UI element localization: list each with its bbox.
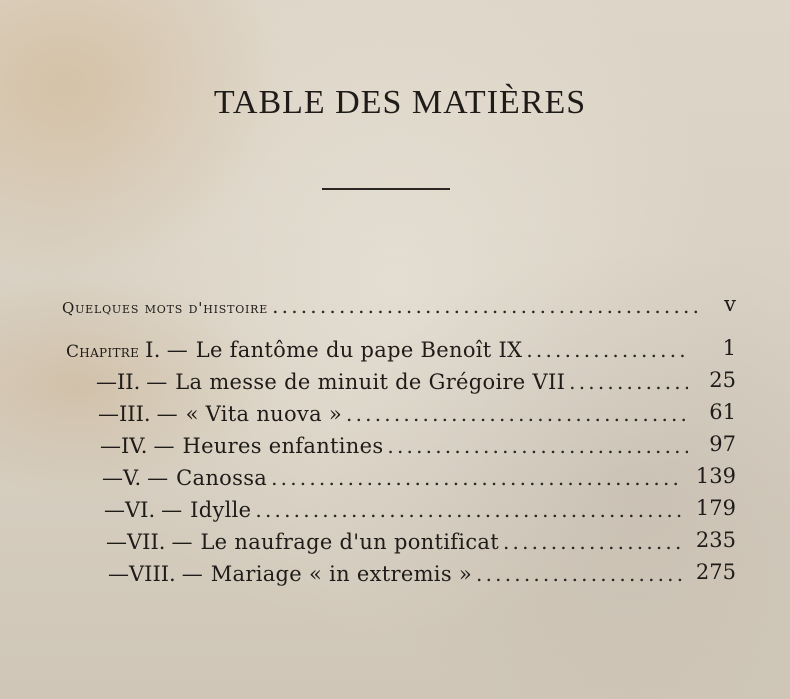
dot-leader xyxy=(342,402,688,426)
dot-leader xyxy=(499,530,684,554)
chapter-title: Idylle xyxy=(190,498,252,522)
chapter-word: Chapitre xyxy=(66,342,140,362)
chapter-title: Canossa xyxy=(176,466,268,490)
chapter-numeral: III. xyxy=(119,402,151,426)
em-dash: — xyxy=(181,562,203,586)
toc-chapter-row xyxy=(66,338,686,364)
dot-leader xyxy=(565,370,688,394)
page-title: TABLE DES MATIÈRES xyxy=(213,84,587,121)
ditto-dash: — xyxy=(102,466,123,490)
em-dash: — xyxy=(161,498,183,522)
intro-label: Quelques mots d'histoire xyxy=(62,299,269,317)
toc-chapter-row xyxy=(106,530,684,556)
ditto-dash: — xyxy=(98,402,119,426)
chapter-numeral: VIII. xyxy=(129,562,176,586)
em-dash: — xyxy=(166,338,188,362)
chapter-title: Heures enfantines xyxy=(182,434,384,458)
dot-leader xyxy=(383,434,688,458)
chapter-page-number: 1 xyxy=(722,336,736,360)
ditto-dash: — xyxy=(96,370,117,394)
em-dash: — xyxy=(156,402,178,426)
toc-chapter-row xyxy=(96,370,688,396)
chapter-numeral: VII. xyxy=(127,530,166,554)
dot-leader xyxy=(267,466,684,490)
chapter-title: La messe de minuit de Grégoire VII xyxy=(175,370,566,394)
chapter-numeral: II. xyxy=(117,370,141,394)
chapter-title: Mariage « in extremis » xyxy=(210,562,473,586)
title-rule xyxy=(322,188,450,190)
chapter-page-number: 97 xyxy=(709,432,736,456)
chapter-numeral: V. xyxy=(123,466,142,490)
ditto-dash: — xyxy=(104,498,125,522)
chapter-page-number: 61 xyxy=(709,400,736,424)
chapter-title: Le fantôme du pape Benoît IX xyxy=(195,338,523,362)
toc-chapter-row xyxy=(98,402,688,428)
toc-chapter-row xyxy=(108,562,684,588)
chapter-page-number: 139 xyxy=(695,464,736,488)
dot-leader xyxy=(268,294,702,318)
intro-page-number: v xyxy=(724,292,736,316)
toc-chapter-row xyxy=(102,466,684,492)
chapter-page-number: 235 xyxy=(695,528,736,552)
chapter-page-number: 179 xyxy=(695,496,736,520)
chapter-numeral: VI. xyxy=(125,498,156,522)
dot-leader xyxy=(522,338,686,362)
ditto-dash: — xyxy=(106,530,127,554)
em-dash: — xyxy=(146,370,168,394)
dot-leader xyxy=(251,498,684,522)
chapter-page-number: 275 xyxy=(695,560,736,584)
em-dash: — xyxy=(171,530,193,554)
em-dash: — xyxy=(147,466,169,490)
em-dash: — xyxy=(153,434,175,458)
toc-chapter-row xyxy=(104,498,684,524)
ditto-dash: — xyxy=(108,562,129,586)
chapter-page-number: 25 xyxy=(709,368,736,392)
chapter-title: Le naufrage d'un pontificat xyxy=(200,530,499,554)
chapter-numeral: I. xyxy=(145,338,161,362)
chapter-numeral: IV. xyxy=(121,434,148,458)
chapter-title: « Vita nuova » xyxy=(185,402,343,426)
ditto-dash: — xyxy=(100,434,121,458)
toc-intro-row xyxy=(62,294,702,320)
toc-chapter-row xyxy=(100,434,688,460)
dot-leader xyxy=(472,562,684,586)
